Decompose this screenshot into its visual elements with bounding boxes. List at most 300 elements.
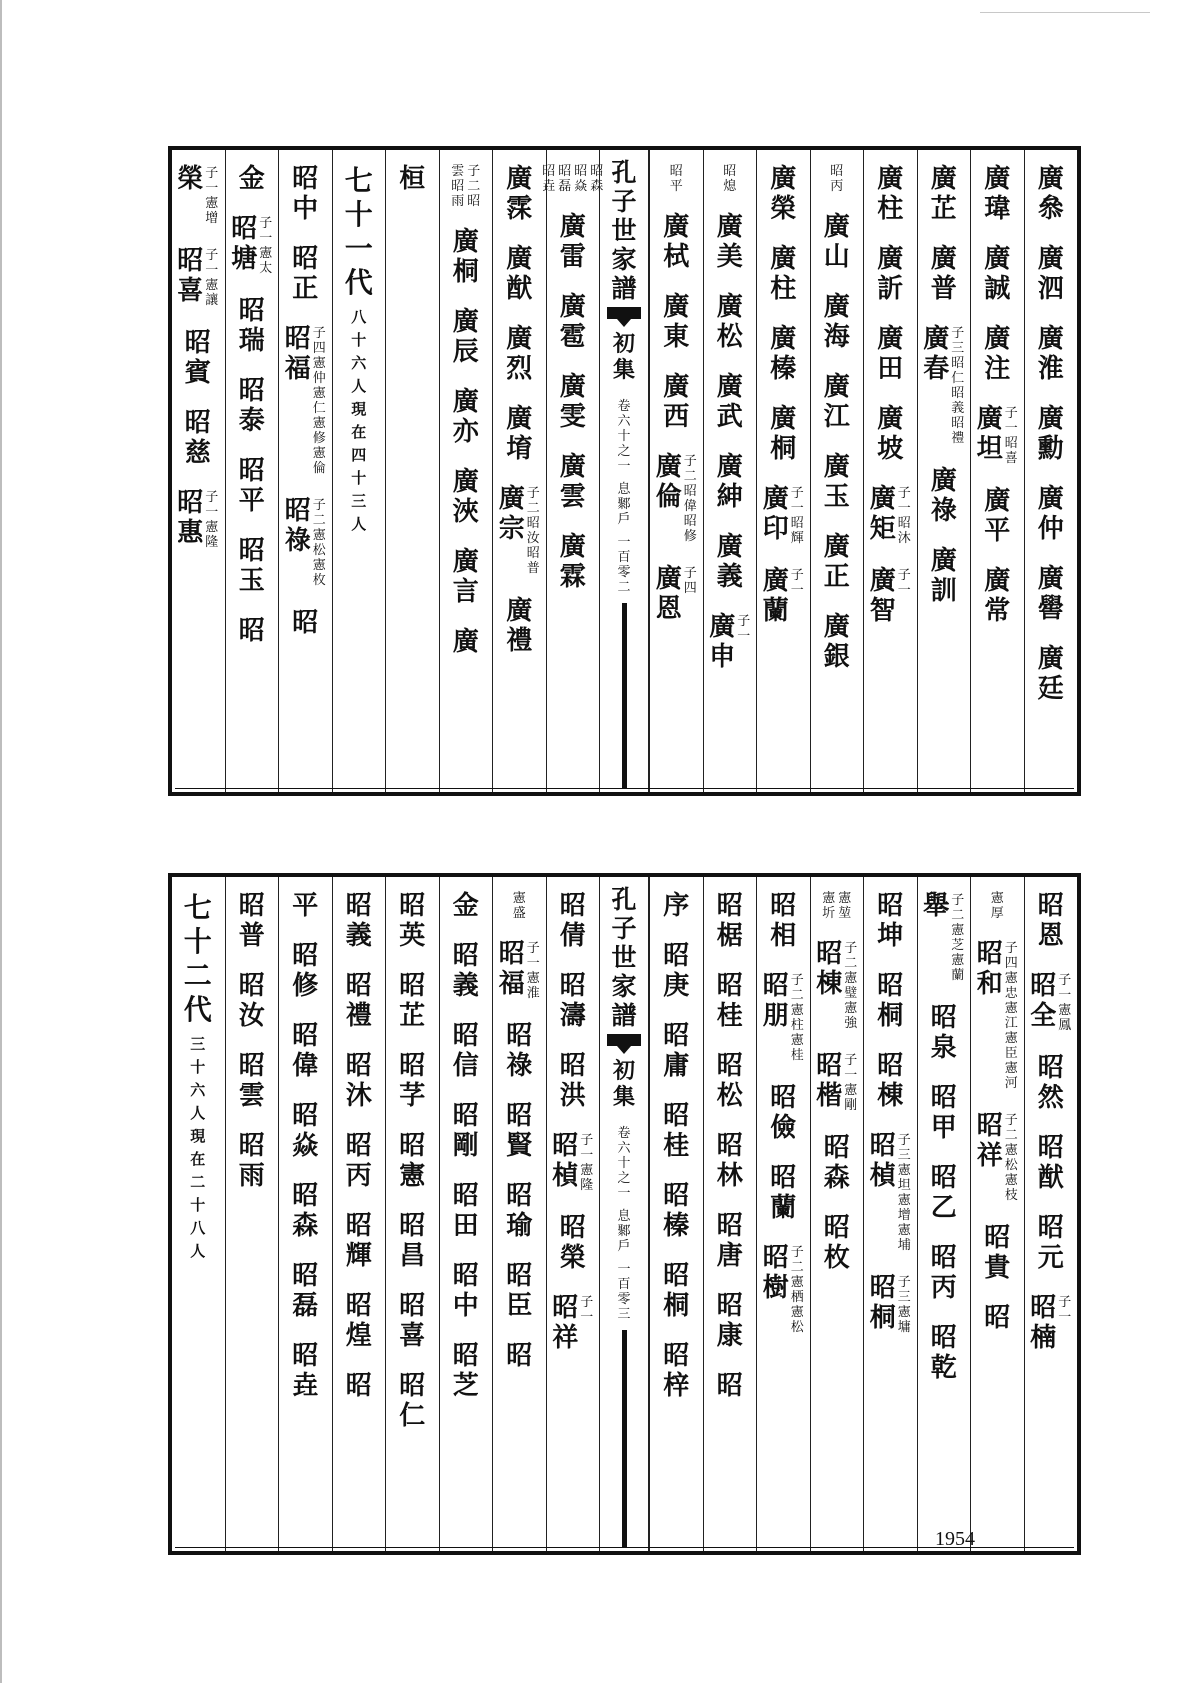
person-entry (877, 891, 903, 951)
glyph: 相 (770, 921, 797, 951)
entry-column (385, 877, 439, 1551)
glyph: 憲 (205, 278, 219, 293)
glyph: 廣 (984, 324, 1011, 354)
glyph: 椐 (716, 921, 743, 951)
glyph: 八 (351, 308, 367, 326)
glyph: 坦 (976, 434, 1003, 464)
person-name (239, 164, 265, 194)
person-entry (763, 971, 804, 1063)
person-name (346, 1291, 372, 1351)
person-entry (931, 1083, 957, 1143)
glyph: 廣 (823, 532, 850, 562)
person-entry (931, 164, 957, 224)
heading-note (822, 891, 835, 921)
glyph: 憲 (790, 1305, 804, 1320)
glyph: 言 (452, 577, 479, 607)
person-entry (824, 1133, 850, 1193)
glyph: 坤 (877, 921, 904, 951)
glyph: 注 (984, 354, 1011, 384)
descendant-note (1005, 406, 1018, 466)
person-entry (346, 971, 372, 1031)
person-name (453, 1341, 479, 1401)
generation-name (345, 164, 373, 300)
glyph: 一 (580, 1148, 594, 1163)
person-name (717, 971, 743, 1031)
person-entry (453, 467, 479, 527)
person-name (870, 1273, 896, 1333)
person-entry (560, 971, 586, 1031)
glyph: 祿 (284, 526, 311, 556)
glyph: 煌 (345, 1321, 372, 1351)
glyph: 惠 (177, 518, 204, 548)
person-name (709, 612, 735, 672)
glyph: 昭 (770, 891, 797, 921)
descendant-note (791, 486, 804, 546)
glyph: 訢 (877, 274, 904, 304)
glyph: 榮 (177, 164, 204, 194)
glyph: 剛 (844, 1098, 858, 1113)
descendant-note (844, 1053, 857, 1113)
glyph: 昭 (345, 1211, 372, 1241)
person-name (984, 1223, 1010, 1283)
glyph: 二 (617, 580, 631, 595)
glyph: 芓 (399, 1081, 426, 1111)
glyph: 廣 (559, 212, 586, 242)
glyph: 浹 (452, 497, 479, 527)
person-entry (816, 939, 857, 1031)
glyph: 昭 (559, 1213, 586, 1243)
spine-bar (622, 603, 627, 788)
glyph: 昭 (399, 1131, 426, 1161)
glyph: 廣 (823, 292, 850, 322)
person-entry (506, 1261, 532, 1321)
person-entry (1038, 644, 1064, 704)
glyph: 廣 (506, 164, 533, 194)
entry-column (225, 877, 279, 1551)
heading-note (723, 164, 736, 194)
glyph: 十 (617, 429, 631, 444)
person-entry (399, 1051, 425, 1111)
glyph: 一 (617, 459, 631, 474)
person-entry (177, 246, 218, 308)
glyph: 松 (716, 1081, 743, 1111)
person-entry (717, 1291, 743, 1351)
glyph: 洪 (559, 1081, 586, 1111)
descendant-note (898, 1133, 911, 1253)
glyph: 樹 (762, 1273, 789, 1303)
descendant-note (313, 498, 326, 588)
glyph: 昭 (184, 408, 211, 438)
person-entry (663, 292, 689, 352)
person-name (931, 466, 957, 526)
person-entry (977, 939, 1018, 1091)
person-name (931, 1163, 957, 1223)
glyph: 一 (526, 956, 540, 971)
glyph: 昭 (238, 1051, 265, 1081)
glyph: 子 (1004, 1113, 1018, 1128)
person-entry (185, 408, 211, 468)
glyph: 十 (190, 1058, 206, 1076)
glyph: 義 (452, 971, 479, 1001)
glyph: 璧 (844, 986, 858, 1001)
person-name (877, 324, 903, 384)
glyph: 祥 (552, 1323, 579, 1353)
glyph: 榛 (663, 1211, 690, 1241)
generation-title (184, 891, 212, 1263)
glyph: 二 (190, 1173, 206, 1191)
glyph: 倫 (312, 461, 326, 476)
person-name (453, 1181, 479, 1241)
person-name (763, 566, 789, 626)
person-name (346, 1051, 372, 1111)
page-label (617, 1262, 630, 1322)
glyph: 昭 (663, 1021, 690, 1051)
spine-bar (622, 1330, 627, 1547)
glyph: 現 (190, 1127, 206, 1145)
person-entry (453, 941, 479, 1001)
glyph: 八 (190, 1219, 206, 1237)
entry-column (278, 877, 332, 1551)
glyph: 一 (205, 181, 219, 196)
descendant-note (205, 248, 218, 308)
person-name (770, 324, 796, 384)
entry-column (703, 877, 757, 1551)
glyph: 子 (683, 454, 697, 469)
glyph: 中 (452, 1291, 479, 1321)
glyph: 昭 (506, 1181, 533, 1211)
glyph: 泉 (930, 1033, 957, 1063)
glyph: 棟 (877, 1081, 904, 1111)
generation-count (351, 306, 366, 536)
descendant-note (844, 941, 857, 1031)
glyph: 一 (617, 535, 631, 550)
glyph: 厚 (990, 906, 1004, 921)
glyph: 昭 (559, 971, 586, 1001)
glyph: 昭 (552, 1131, 579, 1161)
glyph: 讓 (205, 293, 219, 308)
person-entry (870, 1131, 911, 1253)
person-entry (292, 891, 318, 921)
glyph: 松 (790, 1320, 804, 1335)
person-entry (770, 244, 796, 304)
glyph: 一 (205, 505, 219, 520)
person-entry (717, 532, 743, 592)
person-entry (663, 891, 689, 921)
glyph: 十 (351, 331, 367, 349)
glyph: 卷 (617, 1126, 631, 1141)
glyph: 一 (205, 263, 219, 278)
glyph: 昭 (830, 164, 844, 179)
person-entry (239, 971, 265, 1031)
person-name (877, 971, 903, 1031)
glyph: 憲 (205, 196, 219, 211)
person-name (239, 971, 265, 1031)
glyph: 昭 (1037, 1053, 1064, 1083)
person-entry (816, 1051, 857, 1113)
glyph: 人 (190, 1242, 206, 1260)
glyph: 憲 (844, 1083, 858, 1098)
column-heading-note (723, 164, 736, 194)
glyph: 芷 (930, 194, 957, 224)
person-name (877, 404, 903, 464)
person-name (399, 1131, 425, 1191)
glyph: 二 (526, 501, 540, 516)
person-name (560, 971, 586, 1031)
person-name (824, 292, 850, 352)
person-entry (770, 324, 796, 384)
glyph: 雨 (238, 1161, 265, 1191)
glyph: 丙 (930, 1273, 957, 1303)
glyph: 增 (897, 1208, 911, 1223)
volume-info (617, 391, 630, 595)
glyph: 禮 (506, 626, 533, 656)
glyph: 昭 (292, 1341, 319, 1371)
person-entry (292, 1341, 318, 1401)
glyph: 廣 (506, 324, 533, 354)
glyph: 昭 (452, 1261, 479, 1291)
glyph: 憲 (844, 971, 858, 986)
person-name (453, 1101, 479, 1161)
section-label (617, 1209, 630, 1254)
glyph: 柱 (790, 1018, 804, 1033)
glyph: 金 (452, 891, 479, 921)
person-entry (663, 1021, 689, 1081)
person-name (931, 1243, 957, 1303)
glyph: 喜 (177, 276, 204, 306)
entry-column (332, 877, 386, 1551)
glyph: 隆 (580, 1178, 594, 1193)
person-entry (552, 1131, 593, 1193)
person-name (453, 307, 479, 367)
glyph: 全 (1030, 1001, 1057, 1031)
glyph: 昭 (506, 1101, 533, 1131)
glyph: 昭 (869, 1131, 896, 1161)
glyph: 昭 (238, 376, 265, 406)
glyph: 昭 (345, 1371, 372, 1401)
glyph: 廣 (984, 486, 1011, 516)
glyph: 昭 (452, 1101, 479, 1131)
glyph: 子 (205, 490, 219, 505)
glyph: 六 (617, 414, 631, 429)
glyph: 仲 (1037, 514, 1064, 544)
glyph: 二 (790, 988, 804, 1003)
person-entry (239, 616, 265, 646)
glyph: 倫 (655, 482, 682, 512)
glyph: 柱 (770, 274, 797, 304)
glyph: 枚 (823, 1243, 850, 1273)
glyph: 金 (238, 164, 265, 194)
glyph: 雲 (559, 482, 586, 512)
glyph: 昭 (451, 179, 465, 194)
glyph: 子 (611, 914, 637, 943)
glyph: 廣 (663, 212, 690, 242)
person-name (239, 1131, 265, 1191)
person-entry (717, 372, 743, 432)
glyph: 昭 (399, 1291, 426, 1321)
glyph: 廣 (869, 566, 896, 596)
glyph: 鄹 (617, 497, 631, 512)
glyph: 憲 (897, 1305, 911, 1320)
glyph: 昭 (574, 164, 588, 179)
person-name (399, 1051, 425, 1111)
glyph: 修 (312, 431, 326, 446)
person-entry (453, 387, 479, 447)
person-entry (717, 1051, 743, 1111)
glyph: 子 (951, 326, 965, 341)
entry-column (225, 150, 279, 792)
person-entry (1038, 324, 1064, 384)
person-name (453, 891, 479, 921)
glyph: 喜 (399, 1321, 426, 1351)
glyph: 卷 (617, 399, 631, 414)
column-heading-note (451, 164, 480, 209)
person-entry (1038, 1213, 1064, 1273)
person-entry (656, 564, 697, 624)
glyph: 廣 (770, 324, 797, 354)
person-name (770, 164, 796, 224)
descendant-note (313, 326, 326, 476)
glyph: 一 (617, 1186, 631, 1201)
person-name (239, 296, 265, 356)
entry-column (649, 877, 703, 1551)
glyph: 平 (669, 179, 683, 194)
person-name (770, 244, 796, 304)
person-name (292, 1261, 318, 1321)
glyph: 子 (526, 941, 540, 956)
glyph: 昭 (930, 1003, 957, 1033)
entry-column (542, 150, 604, 792)
generation-heading (345, 164, 373, 536)
glyph: 仁 (951, 371, 965, 386)
glyph: 昭 (716, 891, 743, 921)
person-name (453, 467, 479, 527)
person-entry (285, 324, 326, 476)
entry-column (278, 150, 332, 792)
person-name (499, 939, 525, 999)
glyph: 憲 (312, 356, 326, 371)
entry-column (756, 150, 810, 792)
person-entry (663, 1261, 689, 1321)
descendant-note (791, 568, 804, 598)
person-entry (923, 891, 964, 983)
glyph: 一 (1058, 988, 1072, 1003)
glyph: 芝 (951, 938, 965, 953)
glyph: 坡 (877, 434, 904, 464)
person-entry (239, 296, 265, 356)
glyph: 乙 (930, 1193, 957, 1223)
person-entry (399, 1131, 425, 1191)
glyph: 圻 (822, 906, 836, 921)
glyph: 四 (683, 581, 697, 596)
glyph: 栻 (663, 242, 690, 272)
descendant-note (1058, 973, 1071, 1033)
person-entry (560, 372, 586, 432)
glyph: 普 (526, 561, 540, 576)
generation-heading (184, 891, 212, 1263)
person-entry (560, 532, 586, 592)
volume-info (617, 1118, 630, 1322)
person-entry (931, 244, 957, 304)
glyph: 憲 (1058, 1003, 1072, 1018)
person-entry (770, 891, 796, 951)
person-name (663, 292, 689, 352)
glyph: 子 (737, 614, 751, 629)
column-heading-note (513, 891, 526, 921)
descendant-note (580, 1133, 593, 1193)
person-entry (239, 536, 265, 596)
glyph: 子 (312, 498, 326, 513)
person-name (770, 1083, 796, 1143)
person-entry (506, 324, 532, 384)
glyph: 磊 (292, 1291, 319, 1321)
glyph: 昭 (559, 891, 586, 921)
descendant-note (527, 941, 540, 1001)
glyph: 集 (612, 1084, 635, 1110)
person-entry (346, 1131, 372, 1191)
glyph: 子 (526, 486, 540, 501)
glyph: 昭 (292, 1021, 319, 1051)
glyph: 廣 (655, 452, 682, 482)
person-entry (506, 596, 532, 656)
glyph: 二 (683, 469, 697, 484)
glyph: 憲 (259, 246, 273, 261)
person-name (1038, 324, 1064, 384)
person-name (977, 404, 1003, 464)
glyph: 昭 (951, 386, 965, 401)
glyph: 玉 (238, 566, 265, 596)
glyph: 廣 (452, 627, 479, 657)
glyph: 蘭 (951, 968, 965, 983)
glyph: 昭 (590, 164, 604, 179)
glyph: 一 (617, 1262, 631, 1277)
glyph: 昭 (345, 1291, 372, 1321)
glyph: 普 (238, 921, 265, 951)
glyph: 貴 (984, 1253, 1011, 1283)
glyph: 東 (663, 322, 690, 352)
glyph: 戶 (617, 1239, 631, 1254)
glyph: 義 (716, 562, 743, 592)
glyph: 西 (663, 402, 690, 432)
book-spine-column (599, 150, 649, 792)
glyph: 堃 (838, 906, 852, 921)
glyph: 昭 (292, 608, 319, 638)
glyph: 廣 (506, 244, 533, 274)
glyph: 昭 (452, 941, 479, 971)
person-name (824, 212, 850, 272)
glyph: 芷 (399, 1001, 426, 1031)
glyph: 廣 (984, 566, 1011, 596)
glyph: 三 (351, 492, 367, 510)
person-name (1030, 1293, 1056, 1353)
person-name (292, 244, 318, 304)
glyph: 田 (877, 354, 904, 384)
glyph: 憲 (526, 971, 540, 986)
glyph: 現 (351, 400, 367, 418)
person-entry (877, 324, 903, 384)
person-entry (663, 1341, 689, 1401)
glyph: 憲 (512, 891, 526, 906)
glyph: 廣 (930, 244, 957, 274)
glyph: 昭 (723, 164, 737, 179)
glyph: 忠 (1004, 986, 1018, 1001)
glyph: 廣 (923, 324, 950, 354)
glyph: 仁 (399, 1401, 426, 1431)
glyph: 廣 (559, 292, 586, 322)
glyph: 昭 (663, 941, 690, 971)
person-entry (984, 324, 1010, 384)
person-name (717, 1371, 743, 1401)
person-entry (292, 1021, 318, 1081)
